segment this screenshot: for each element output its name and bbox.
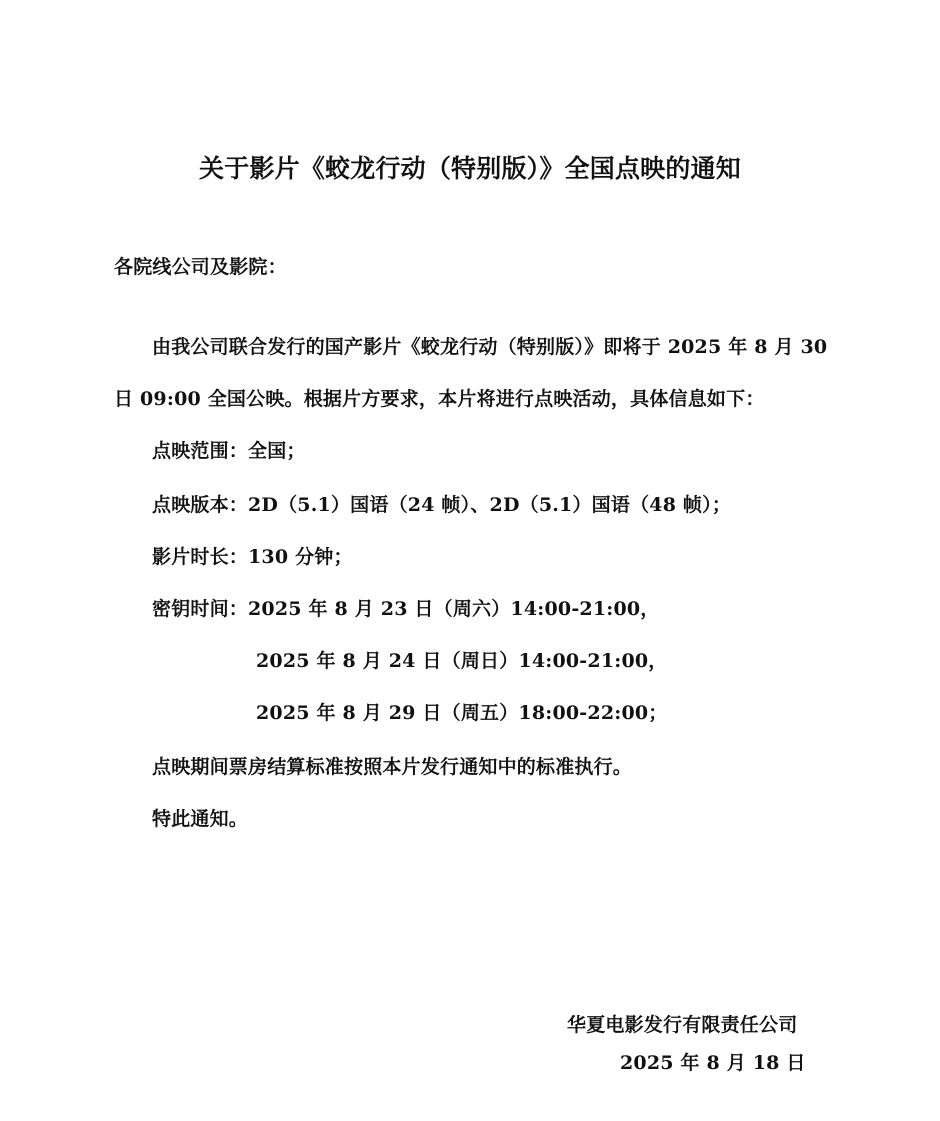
salutation: 各院线公司及影院： bbox=[114, 256, 287, 278]
item-key-time bbox=[152, 596, 660, 622]
item-label: 点映版本： bbox=[152, 494, 249, 516]
item-label: 密钥时间： bbox=[152, 598, 249, 620]
settlement-note: 点映期间票房结算标准按照本片发行通知中的标准执行。 bbox=[152, 756, 633, 778]
key-time-line-3: 2025 年 8 月 29 日（周五）18:00-22:00； bbox=[256, 702, 668, 724]
body-paragraph-line-1: 由我公司联合发行的国产影片《蛟龙行动（特别版）》即将于 2025 年 8 月 30 bbox=[152, 336, 828, 358]
issue-date: 2025 年 8 月 18 日 bbox=[620, 1052, 806, 1074]
key-time-line-2: 2025 年 8 月 24 日（周日）14:00-21:00， bbox=[256, 650, 668, 672]
item-screening-scope bbox=[152, 438, 306, 464]
item-screening-version bbox=[152, 492, 731, 518]
document-title: 关于影片《蛟龙行动（特别版）》全国点映的通知 bbox=[199, 154, 741, 183]
item-value: 130 分钟； bbox=[248, 546, 353, 568]
issuer-name: 华夏电影发行有限责任公司 bbox=[567, 1014, 798, 1036]
item-film-duration bbox=[152, 544, 353, 570]
item-value: 2D（5.1）国语（24 帧）、2D（5.1）国语（48 帧）； bbox=[248, 494, 732, 516]
closing-remark: 特此通知。 bbox=[152, 808, 249, 830]
item-value: 2025 年 8 月 23 日（周六）14:00-21:00， bbox=[248, 598, 660, 620]
body-paragraph-line-2: 日 09:00 全国公映。根据片方要求，本片将进行点映活动，具体信息如下： bbox=[114, 388, 765, 410]
item-label: 点映范围： bbox=[152, 440, 249, 462]
item-value: 全国； bbox=[248, 440, 306, 462]
item-label: 影片时长： bbox=[152, 546, 249, 568]
